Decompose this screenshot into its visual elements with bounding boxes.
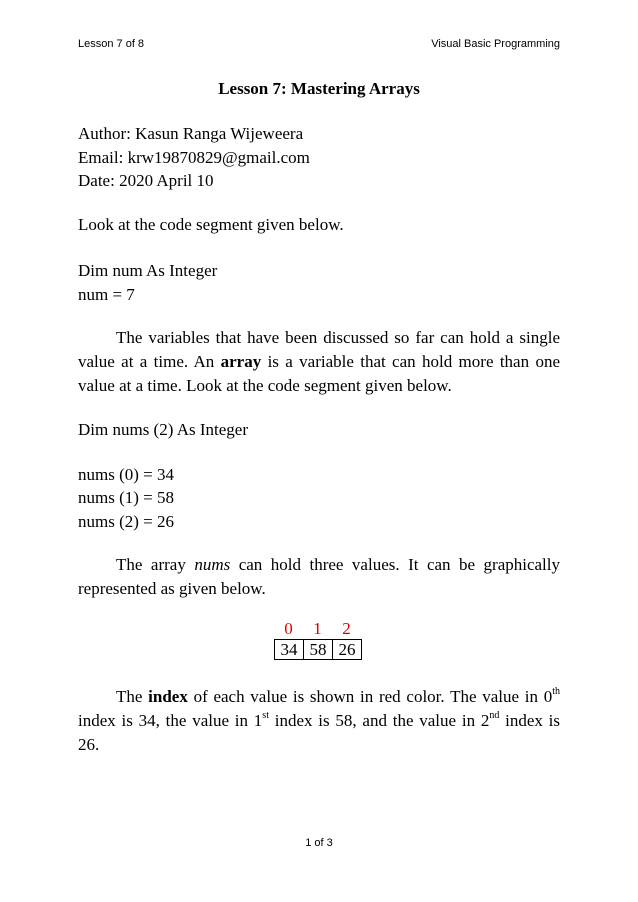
- date-line: Date: 2020 April 10: [78, 171, 214, 190]
- array-diagram: [274, 619, 364, 660]
- array-cell: 34: [275, 640, 304, 659]
- array-cell: 26: [338, 640, 356, 659]
- page-title: Lesson 7: Mastering Arrays: [218, 79, 420, 98]
- code-line: nums (1) = 58: [78, 488, 174, 507]
- array-index-row: [274, 619, 364, 639]
- term-nums: nums: [194, 555, 231, 574]
- header-course-title: Visual Basic Programming: [431, 38, 560, 50]
- paragraph-index: The index of each value is shown in red color. The value in 0th index is 34, the value in 1st index is 58, and the value in 2nd index is 26.: [78, 686, 560, 754]
- page-number: 1 of 3: [305, 837, 333, 849]
- array-cell: 58: [304, 640, 333, 659]
- code-line: nums (0) = 34: [78, 465, 174, 484]
- paragraph-arrays: The variables that have been discussed so far can hold a single value at a time. An array is a variable that can hold more than one value at a time. Look at the code segment given below.: [78, 328, 560, 395]
- array-index: 2: [342, 619, 351, 638]
- code-line: Dim nums (2) As Integer: [78, 420, 248, 439]
- intro-text: Look at the code segment given below.: [78, 215, 344, 234]
- term-array: array: [220, 352, 262, 371]
- code-line: Dim num As Integer: [78, 261, 218, 280]
- array-index: 0: [284, 619, 293, 638]
- array-index: 1: [313, 619, 322, 638]
- code-line: nums (2) = 26: [78, 512, 174, 531]
- code-line: num = 7: [78, 285, 135, 304]
- paragraph-nums: The array nums can hold three values. It can be graphically represented as given below.: [78, 555, 560, 598]
- email-line: Email: krw19870829@gmail.com: [78, 148, 310, 167]
- header-lesson-number: Lesson 7 of 8: [78, 38, 145, 50]
- term-index: index: [148, 687, 188, 706]
- array-cells: [274, 639, 362, 660]
- author-line: Author: Kasun Ranga Wijeweera: [78, 124, 304, 143]
